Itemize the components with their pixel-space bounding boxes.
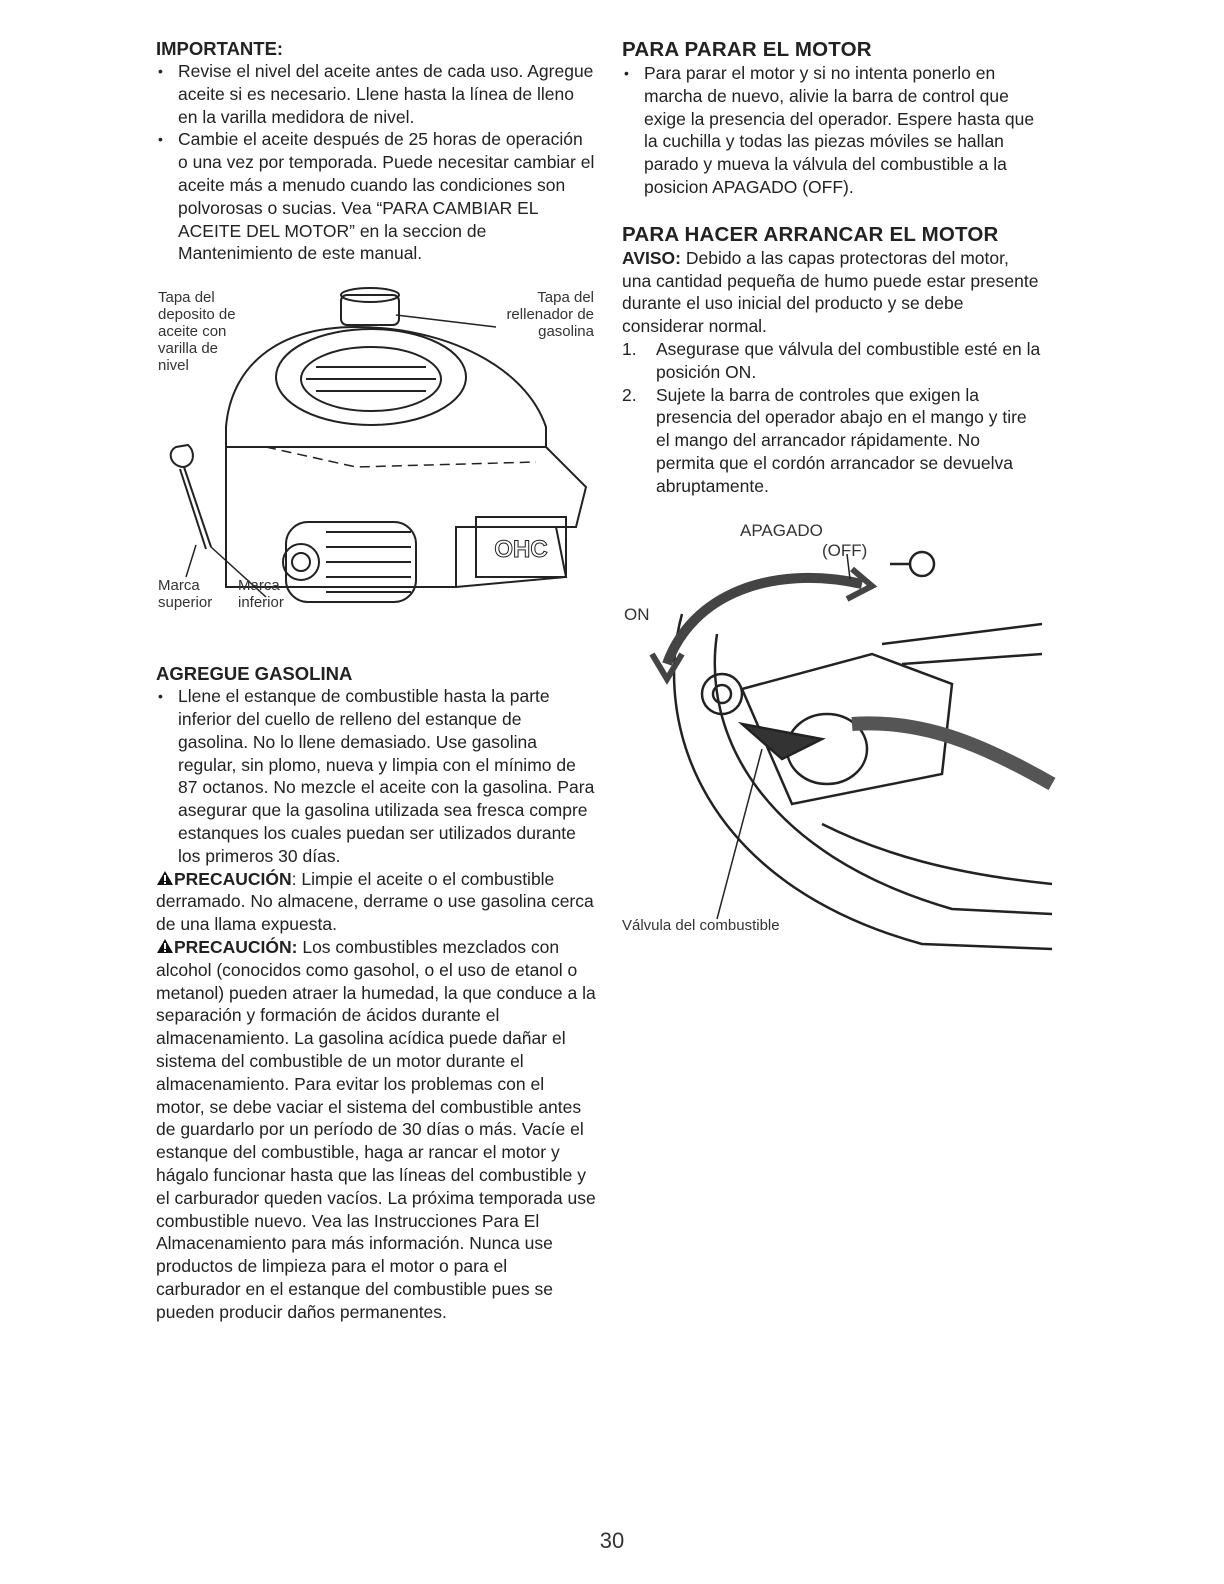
left-column [156, 38, 596, 1323]
list-item: • Para parar el motor y si no intenta ponerlo en marcha de nuevo, alivie la barra de control que exige la presencia del operador. Espere hasta que la cuchilla y todas las piezas móviles se hallan parado y mueva la válvula del combustible a la posicion APAGADO (OFF). [622, 62, 1042, 199]
step-number: 1. [622, 338, 637, 359]
step-text: Asegurase que válvula del combustible esté en la posición ON. [656, 338, 1041, 382]
list-item [622, 384, 1042, 498]
lower-mark-label: Marca inferior [238, 577, 284, 612]
parar-heading: PARA PARAR EL MOTOR [622, 38, 872, 61]
fuel-cap-label: Tapa del rellenador de gasolina [506, 289, 594, 341]
valve-label: Válvula del combustible [622, 916, 780, 934]
parar-list [622, 62, 1042, 199]
off-label-en: (OFF) [822, 540, 868, 560]
list-item: • Llene el estanque de combustible hasta la parte inferior del cuello de relleno del estanque de gasolina. No lo llene demasiado. Use gasolina regular, sin plomo, nueva y limpia con el mínimo de 87 octanos. No mezcle el aceite con la gasolina. Para asegurar que la gasolina utilizada sea fresca compre estanques los cuales puedan ser utilizados durante los primeros 30 días. [156, 685, 596, 867]
list-item: • Cambie el aceite después de 25 horas de operación o una vez por temporada. Puede necesitar cambiar el aceite más a menudo cuando las condiciones son polvorosas o sucias. Vea “PARA CAMBIAR EL ACEITE DEL MOTOR” en la seccion de Mantenimiento de este manual. [156, 128, 596, 265]
agregue-list [156, 685, 596, 867]
arrancar-steps [622, 338, 1042, 498]
warning-icon [156, 938, 174, 954]
caution-label: PRECAUCIÓN: [174, 936, 298, 957]
aviso-paragraph [622, 247, 1042, 338]
on-label: ON [624, 604, 650, 624]
aviso-text: Debido a las capas protectoras del motor, una cantidad pequeña de humo puede estar presente durante el uso inicial del producto y se debe considerar normal. [622, 247, 1039, 337]
warning-icon [156, 870, 174, 886]
caution-text: Los combustibles mezclados con alcohol (conocidos como gasohol, o el uso de etanol o metanol) pueden atraer la humedad, la que conduce a la separación y formación de ácidos durante el almacenamiento. La gasolina acídica puede dañar el sistema del combustible de un motor durante el almacenamiento. Para evitar los problemas con el motor, se debe vaciar el sistema del combustible antes de guardarlo por un período de 30 días o más. Vacíe el estanque del combustible, haga ar rancar el motor y hágalo funcionar hasta que las líneas del combustible y el carburador queden vacíos. La próxima temporada use combustible nuevo. Vea las Instrucciones Para El Almacenamiento para más información. Nunca use productos de limpieza para el motor o para el carburador en el estanque del combustible pues se pueden producir daños permanentes. [156, 936, 596, 1322]
aviso-label: AVISO: [622, 247, 681, 268]
page-number: 30 [599, 1528, 625, 1553]
arrancar-heading: PARA HACER ARRANCAR EL MOTOR [622, 222, 999, 246]
agregue-heading: AGREGUE GASOLINA [156, 663, 353, 685]
caution-paragraph-2 [156, 936, 596, 1324]
step-number: 2. [622, 384, 637, 405]
caution-label: PRECAUCIÓN [174, 868, 292, 889]
list-item: • Revise el nivel del aceite antes de cada uso. Agregue aceite si es necesario. Llene hasta la línea de lleno en la varilla medidora de nivel. [156, 60, 596, 128]
engine-badge: OHC [494, 536, 548, 564]
upper-mark-label: Marca superior [158, 577, 213, 612]
importante-list [156, 60, 596, 265]
caution-text: : Limpie el aceite o el combustible derramado. No almacene, derrame o use gasolina cerca de una llama expuesta. [156, 868, 594, 935]
step-text: Sujete la barra de controles que exigen la presencia del operador abajo en el mango y tire el mango del arrancador rápidamente. No permita que el cordón arrancador se devuelva abruptamente. [656, 384, 1027, 496]
right-column [622, 38, 1042, 974]
caution-paragraph-1 [156, 868, 596, 936]
list-item [622, 338, 1042, 384]
valve-figure [622, 520, 1062, 974]
engine-figure [156, 287, 596, 639]
oil-cap-label: Tapa del deposito de aceite con varilla de nivel [158, 289, 236, 375]
importante-heading: IMPORTANTE: [156, 38, 284, 59]
off-label: APAGADO [740, 520, 823, 540]
valve-drawing [622, 520, 1062, 974]
